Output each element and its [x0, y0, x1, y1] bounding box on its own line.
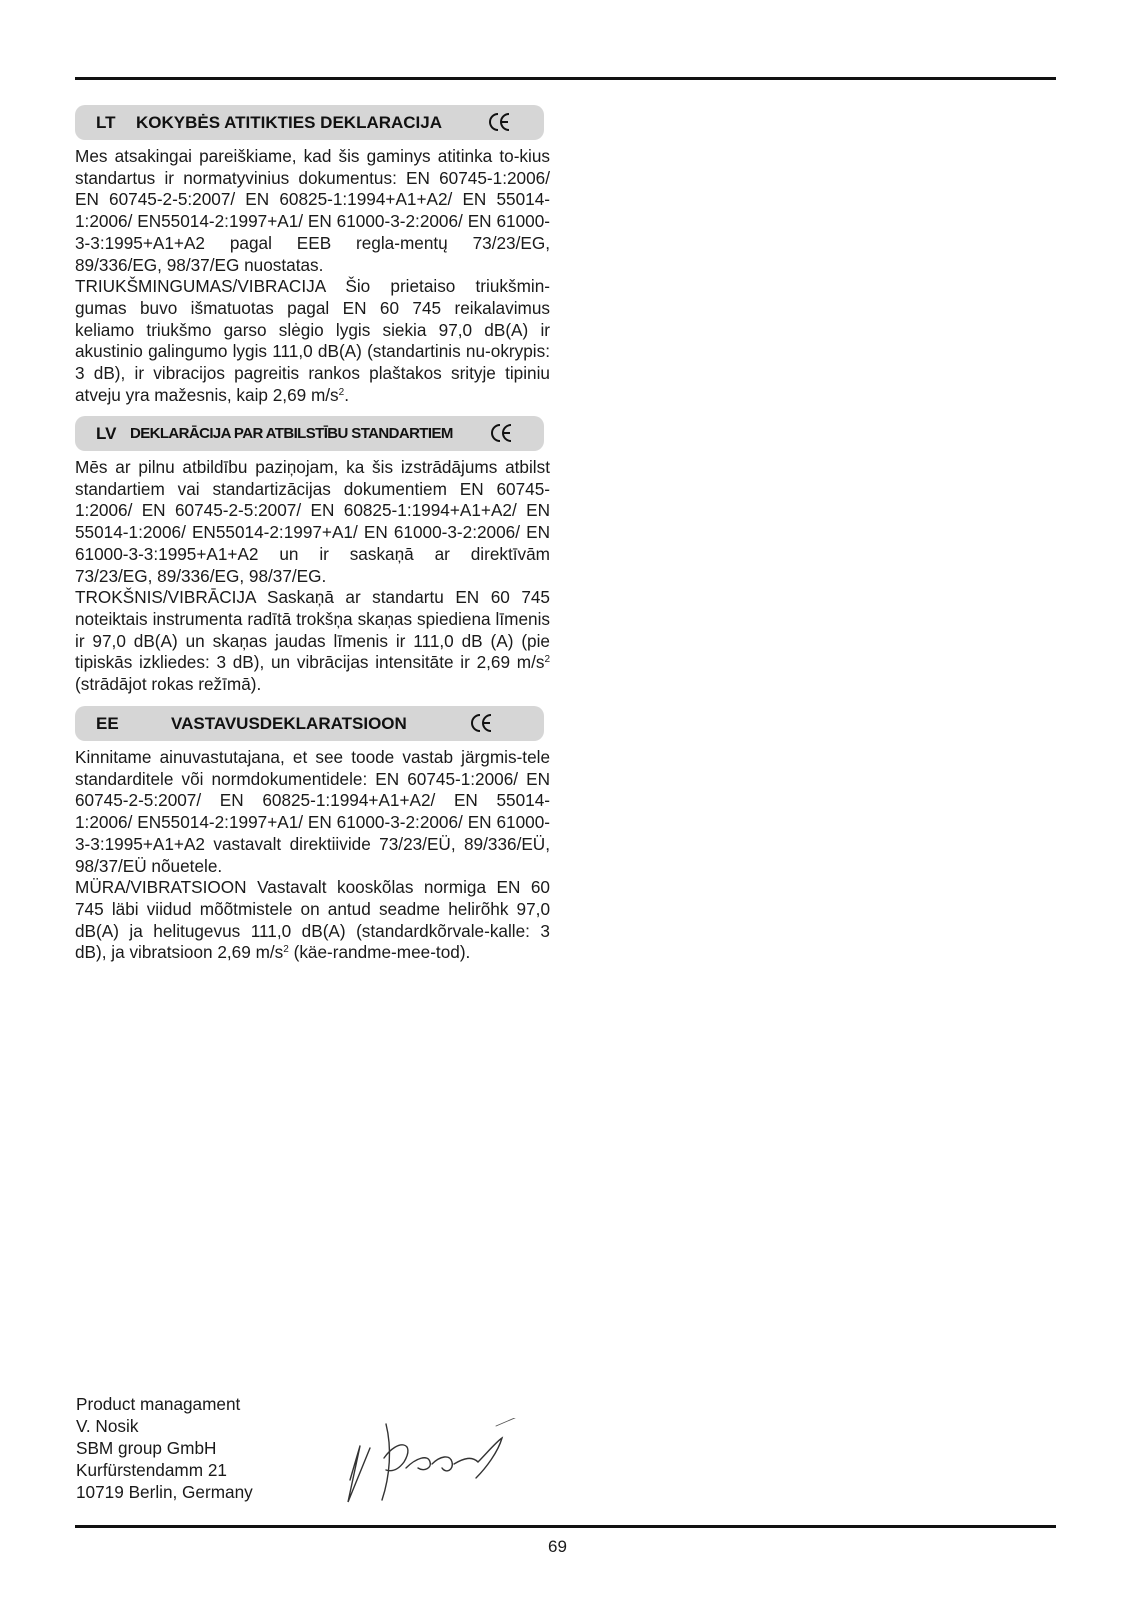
section-title: VASTAVUSDEKLARATSIOON: [171, 714, 407, 733]
section-body-ee: [75, 747, 550, 964]
ce-mark-icon: [489, 421, 513, 445]
paragraph: TRIUKŠMINGUMAS/VIBRACIJA Šio prietaiso triukšmin-gumas buvo išmatuotas pagal EN 60 745 reikalavimus keliamo triukšmo garso slėgio lygis siekia 97,0 dB(A) ir akustinio galingumo lygis 111,0 dB(A) (standartinis nu-okrypis: 3 dB), ir vibracijos pagreitis rankos plaštakos srityje tipiniu atveju yra mažesnis, kaip 2,69 $m/s^2$.: [75, 276, 550, 405]
section-code: EE: [96, 714, 119, 733]
handwritten-signature-icon: [346, 1418, 526, 1504]
ce-mark-icon: [487, 110, 511, 134]
top-rule: [75, 77, 1056, 80]
section-title: DEKLARĀCIJA PAR ATBILSTĪBU STANDARTIEM: [130, 425, 453, 442]
section-header-lv: [75, 416, 544, 451]
ce-mark-icon: [469, 711, 493, 735]
paragraph: Mes atsakingai pareiškiame, kad šis gaminys atitinka to-kius standartus ir normatyvinius dokumentus: EN 60745-1:2006/ EN 60745-2-5:2007/ EN 60825-1:1994+A1+A2/ EN 55014-1:2006/ EN55014-2:1997+A1/ EN 61000-3-2:2006/ EN 61000-3-3:1995+A1+A2 pagal EEB regla-mentų 73/23/EG, 89/336/EG, 98/37/EG nuostatas.: [75, 146, 550, 275]
signatory-name: V. Nosik: [76, 1416, 139, 1436]
section-code: LT: [96, 113, 116, 132]
section-body-lt: [75, 146, 550, 406]
section-body-lv: [75, 457, 550, 696]
signatory-city: 10719 Berlin, Germany: [76, 1482, 253, 1502]
signatory-company: SBM group GmbH: [76, 1438, 217, 1458]
bottom-rule: [75, 1525, 1056, 1528]
paragraph: Mēs ar pilnu atbildību paziņojam, ka šis izstrādājums atbilst standartiem vai standartizācijas dokumentiem EN 60745-1:2006/ EN 60745-2-5:2007/ EN 60825-1:1994+A1+A2/ EN 55014-1:2006/ EN55014-2:1997+A1/ EN 61000-3-2:2006/ EN 61000-3-3:1995+A1+A2 un ir saskaņā ar direktīvām 73/23/EG, 89/336/EG, 98/37/EG.: [75, 457, 550, 586]
section-header-ee: [75, 706, 544, 741]
signatory-block: [76, 1393, 253, 1503]
signatory-role: Product managament: [76, 1394, 241, 1414]
section-title: KOKYBĖS ATITIKTIES DEKLARACIJA: [136, 113, 443, 132]
section-code: LV: [96, 424, 117, 443]
signatory-street: Kurfürstendamm 21: [76, 1460, 227, 1480]
page-number: 69: [548, 1537, 567, 1556]
paragraph: TROKŠNIS/VIBRĀCIJA Saskaņā ar standartu EN 60 745 noteiktais instrumenta radītā trokšņa skaņas spiediena līmenis ir 97,0 dB(A) un skaņas jaudas līmenis ir 111,0 dB (A) (pie tipiskās izkliedes: 3 dB), un vibrācijas intensitāte ir 2,69 $m/s^2$ (strādājot rokas režīmā).: [75, 587, 550, 695]
section-header-lt: [75, 105, 544, 140]
paragraph: MÜRA/VIBRATSIOON Vastavalt kooskõlas normiga EN 60 745 läbi viidud mõõtmistele on antud seadme helirõhk 97,0 dB(A) ja helitugevus 111,0 dB(A) (standardkõrvale-kalle: 3 dB), ja vibratsioon 2,69 $m/s^2$ (käe-randme-mee-tod).: [75, 877, 550, 963]
paragraph: Kinnitame ainuvastutajana, et see toode vastab järgmis-tele standarditele või normdokumentidele: EN 60745-1:2006/ EN 60745-2-5:2007/ EN 60825-1:1994+A1+A2/ EN 55014-1:2006/ EN55014-2:1997+A1/ EN 61000-3-2:2006/ EN 61000-3-3:1995+A1+A2 vastavalt direktiivide 73/23/EÜ, 89/336/EÜ, 98/37/EÜ nõuetele.: [75, 747, 550, 876]
